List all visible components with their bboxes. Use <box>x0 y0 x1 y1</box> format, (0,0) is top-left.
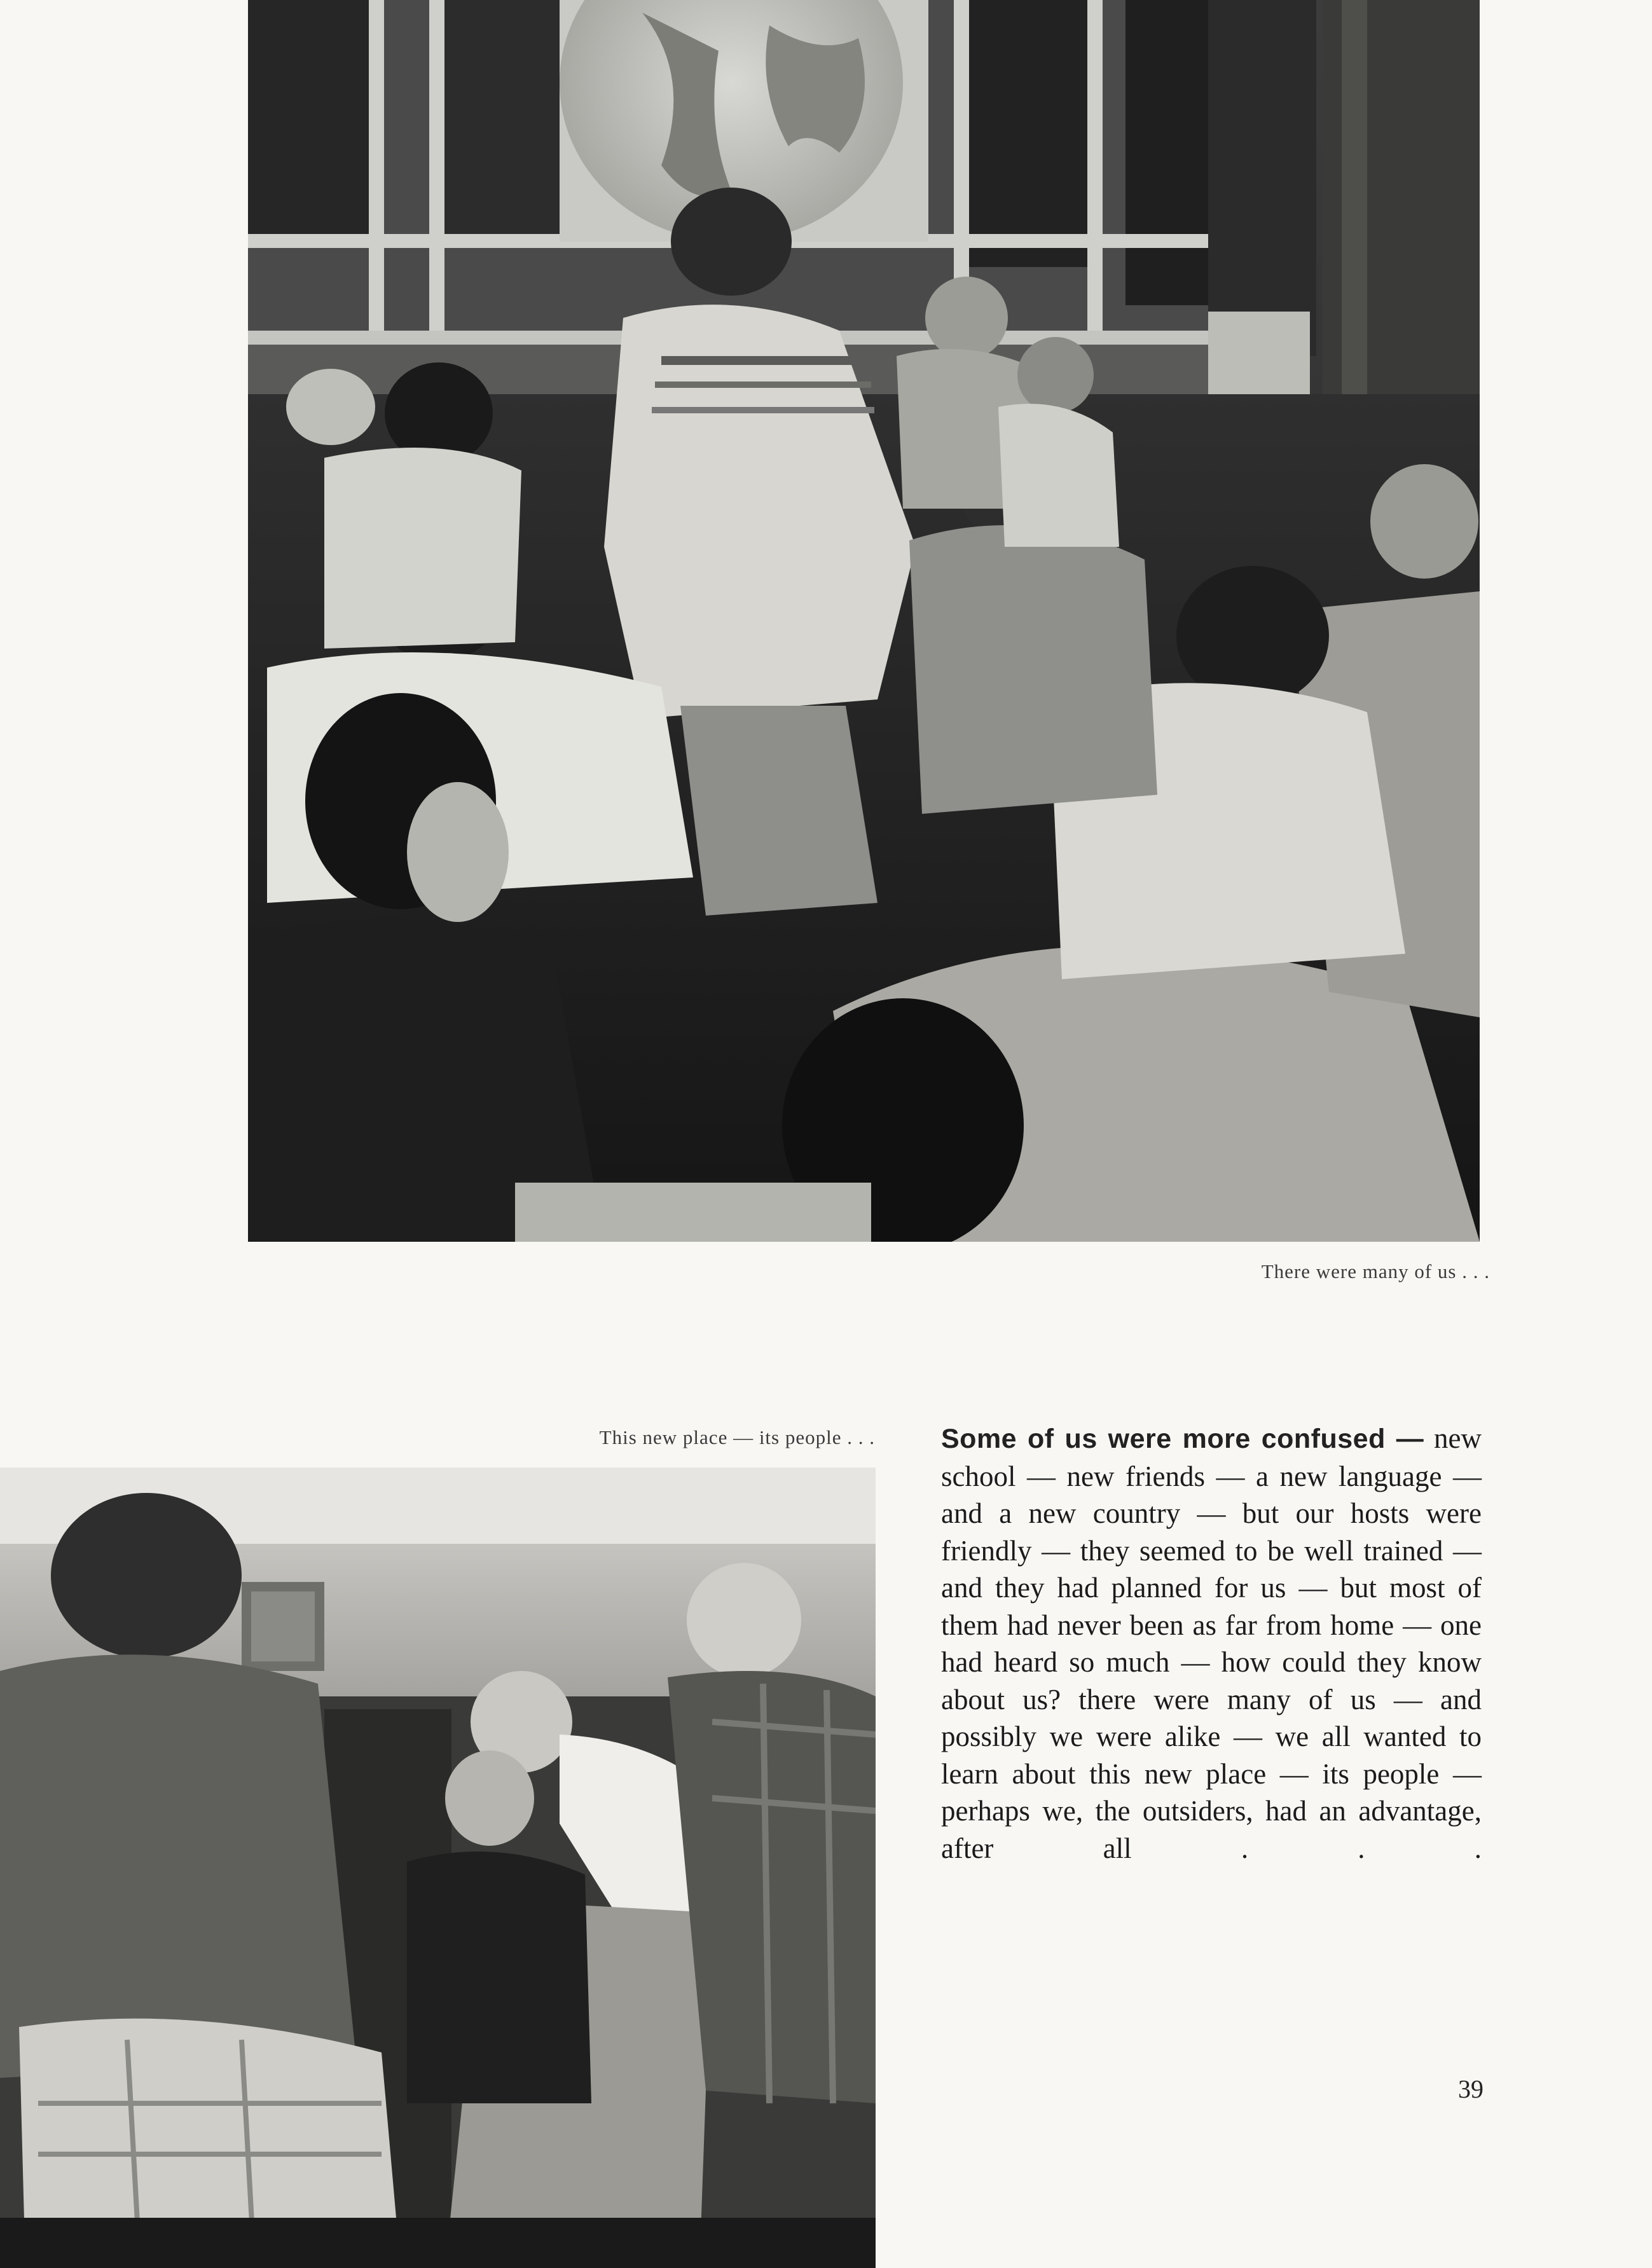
page-number: 39 <box>1458 2075 1483 2103</box>
article-text: new school — new friends — a new language — and a new country — but our hosts were friendly — they seemed to be well trained — and they had planned for us — but most of them had never been as far from home — one had heard so much — how could they know about us? there were many of us — and possibly we were alike — we all wanted to learn about this new place — its people — perhaps we, the outsiders, had an advantage, after all . . . <box>941 1422 1482 1864</box>
article-body <box>941 1420 1482 1867</box>
photo-indoor-dance <box>0 1467 876 2268</box>
article-lead: Some of us were more confused — <box>941 1424 1424 1454</box>
photo-caption-bottom: This new place — its people . . . <box>599 1426 875 1448</box>
photo-outdoor-gathering <box>248 0 1480 1242</box>
photo-caption-top: There were many of us . . . <box>1261 1260 1490 1282</box>
